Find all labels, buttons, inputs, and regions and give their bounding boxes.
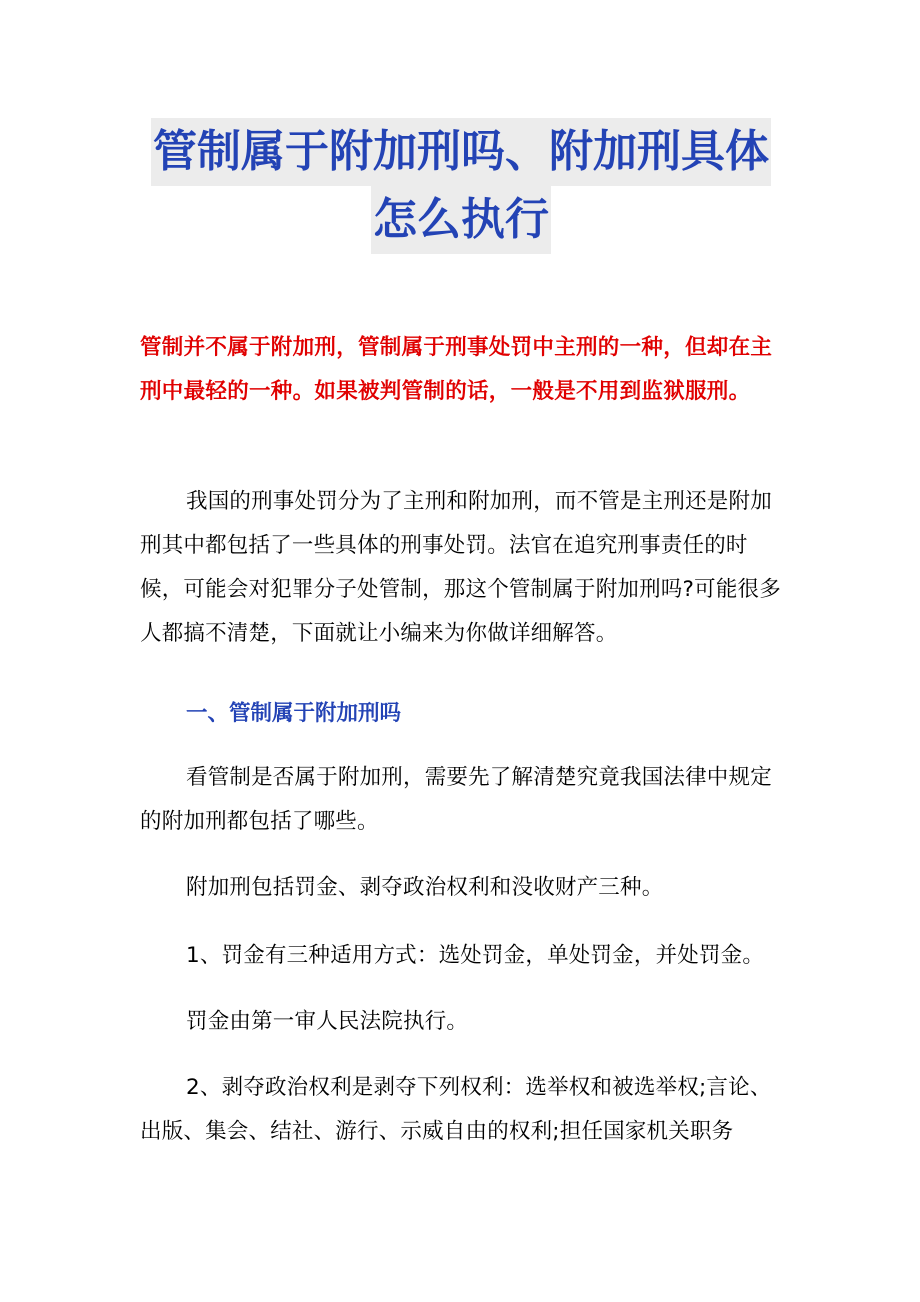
paragraph [140, 756, 785, 844]
paragraph-text: 2、剥夺政治权利是剥夺下列权利：选举权和被选举权;言论、出版、集会、结社、游行、示威自由的权利;担任国家机关职务 [140, 1075, 772, 1144]
paragraph-intro [140, 480, 785, 656]
paragraph-text: 看管制是否属于附加刑，需要先了解清楚究竟我国法律中规定的附加刑都包括了哪些。 [140, 765, 772, 834]
paragraph [140, 1000, 785, 1044]
document-title [140, 118, 782, 254]
title-line-2: 怎么执行 [371, 186, 551, 254]
paragraph-text: 罚金由第一审人民法院执行。 [186, 1009, 469, 1034]
paragraph [140, 934, 785, 978]
intro-summary: 管制并不属于附加刑，管制属于刑事处罚中主刑的一种，但却在主刑中最轻的一种。如果被判管制的话，一般是不用到监狱服刑。 [140, 335, 773, 404]
paragraph-text: 我国的刑事处罚分为了主刑和附加刑，而不管是主刑还是附加刑其中都包括了一些具体的刑事处罚。法官在追究刑事责任的时候，可能会对犯罪分子处管制，那这个管制属于附加刑吗?可能很多人都搞不清楚，下面就让小编来为你做详细解答。 [140, 489, 781, 646]
paragraph [140, 1066, 785, 1154]
title-line-1: 管制属于附加刑吗、附加刑具体 [151, 118, 771, 186]
paragraph-text: 附加刑包括罚金、剥夺政治权利和没收财产三种。 [186, 875, 664, 900]
paragraph-text: 1、罚金有三种适用方式：选处罚金，单处罚金，并处罚金。 [186, 943, 765, 968]
paragraph [140, 866, 785, 910]
section-heading: 一、管制属于附加刑吗 [186, 701, 402, 726]
